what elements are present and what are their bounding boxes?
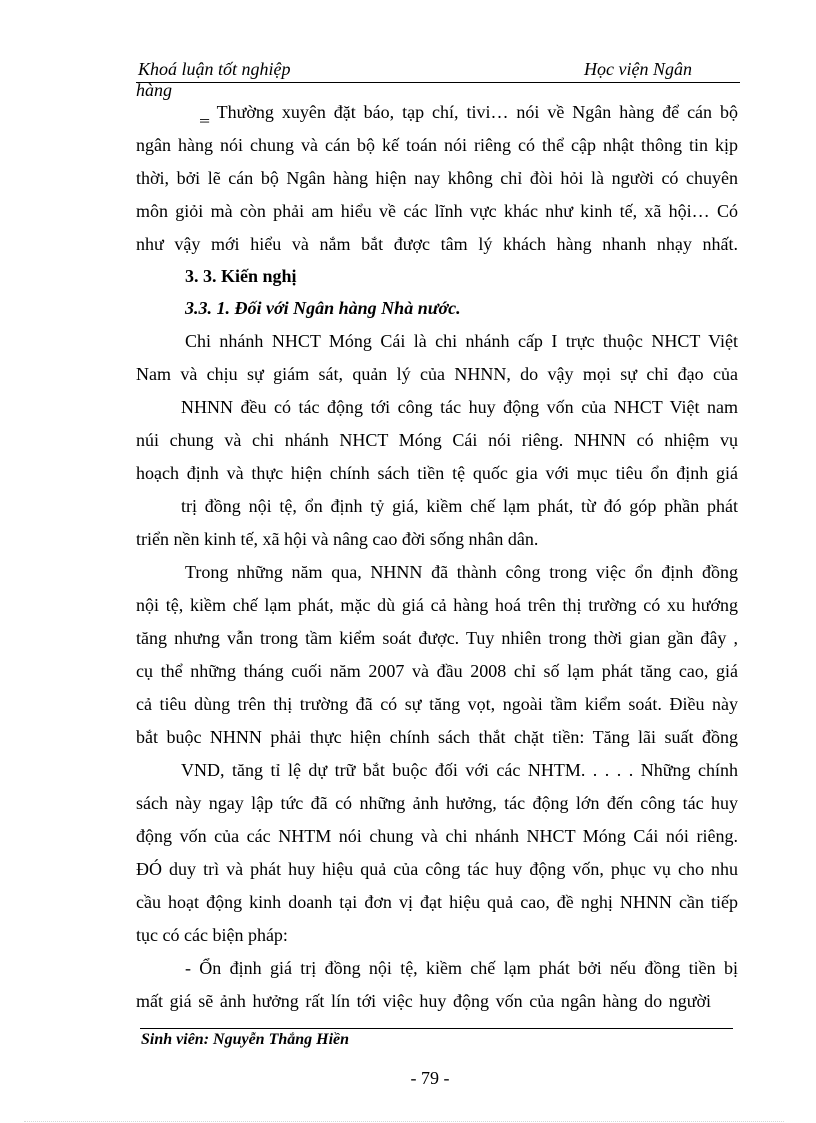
page-number: - 79 - bbox=[410, 1068, 450, 1088]
header-rule bbox=[136, 82, 740, 83]
body-line: cả tiêu dùng trên thị trường đã có sự tăng vọt, ngoài tầm kiểm soát. Điều này bbox=[136, 694, 738, 714]
body-line: mất giá sẽ ảnh hưởng rất lín tới việc huy động vốn của ngân hàng do người bbox=[136, 991, 711, 1011]
body-line: trị đồng nội tệ, ổn định tỷ giá, kiềm chế lạm phát, từ đó góp phần phát bbox=[181, 496, 738, 516]
body-line: triển nền kinh tế, xã hội và nâng cao đời sống nhân dân. bbox=[136, 529, 539, 549]
body-line: tăng nhưng vẫn trong tầm kiểm soát được. Tuy nhiên trong thời gian gần đây , bbox=[136, 628, 738, 648]
body-line: - Ổn định giá trị đồng nội tệ, kiềm chế lạm phát bởi nếu đồng tiền bị bbox=[185, 958, 738, 978]
footer-rule bbox=[140, 1028, 733, 1029]
body-line: ngân hàng nói chung và cán bộ kế toán nói riêng có thể cập nhật thông tin kịp bbox=[136, 135, 738, 155]
header-institution: Học viện Ngân bbox=[584, 59, 692, 79]
subsection-heading: 3.3. 1. Đối với Ngân hàng Nhà nước. bbox=[185, 298, 461, 318]
body-line: như vậy mới hiểu và nắm bắt được tâm lý khách hàng nhanh nhạy nhất. bbox=[136, 234, 738, 254]
section-heading: 3. 3. Kiến nghị bbox=[185, 266, 297, 286]
body-line: ‗ Thường xuyên đặt báo, tạp chí, tivi… nói về Ngân hàng để cán bộ bbox=[200, 102, 738, 122]
body-line: ĐÓ duy trì và phát huy hiệu quả của công tác huy động vốn, phục vụ cho nhu bbox=[136, 859, 738, 879]
body-line: NHNN đều có tác động tới công tác huy động vốn của NHCT Việt nam bbox=[181, 397, 738, 417]
body-line: núi chung và chi nhánh NHCT Móng Cái nói riêng. NHNN có nhiệm vụ bbox=[136, 430, 738, 450]
body-line: nội tệ, kiềm chế lạm phát, mặc dù giá cả hàng hoá trên thị trường có xu hướng bbox=[136, 595, 738, 615]
body-line: VND, tăng tỉ lệ dự trữ bắt buộc đối với các NHTM. . . . . Những chính bbox=[181, 760, 738, 780]
header-thesis-title: Khoá luận tốt nghiệp bbox=[138, 59, 291, 79]
body-line: Chi nhánh NHCT Móng Cái là chi nhánh cấp I trực thuộc NHCT Việt bbox=[185, 331, 738, 351]
body-line: bắt buộc NHNN phải thực hiện chính sách thắt chặt tiền: Tăng lãi suất đồng bbox=[136, 727, 738, 747]
body-line: cụ thể những tháng cuối năm 2007 và đầu 2008 chỉ số lạm phát tăng cao, giá bbox=[136, 661, 738, 681]
body-line: hoạch định và thực hiện chính sách tiền tệ quốc gia với mục tiêu ổn định giá bbox=[136, 463, 738, 483]
footer-student-name: Sinh viên: Nguyễn Thắng Hiền bbox=[141, 1031, 350, 1048]
page-bottom-dotted-rule bbox=[24, 1121, 784, 1122]
body-line: Nam và chịu sự giám sát, quản lý của NHNN, do vậy mọi sự chỉ đạo của bbox=[136, 364, 738, 384]
header-institution-wrap: hàng bbox=[136, 80, 172, 100]
body-line: động vốn của các NHTM nói chung và chi nhánh NHCT Móng Cái nói riêng. bbox=[136, 826, 738, 846]
body-line: thời, bởi lẽ cán bộ Ngân hàng hiện nay không chỉ đòi hỏi là người có chuyên bbox=[136, 168, 738, 188]
body-line: Trong những năm qua, NHNN đã thành công trong việc ổn định đồng bbox=[185, 562, 738, 582]
body-line: tục có các biện pháp: bbox=[136, 925, 288, 945]
body-line: môn giỏi mà còn phải am hiểu về các lĩnh vực khác như kinh tế, xã hội… Có bbox=[136, 201, 738, 221]
body-line: sách này ngay lập tức đã có những ảnh hưởng, tác động lớn đến công tác huy bbox=[136, 793, 738, 813]
body-line: cầu hoạt động kinh doanh tại đơn vị đạt hiệu quả cao, đề nghị NHNN cần tiếp bbox=[136, 892, 738, 912]
